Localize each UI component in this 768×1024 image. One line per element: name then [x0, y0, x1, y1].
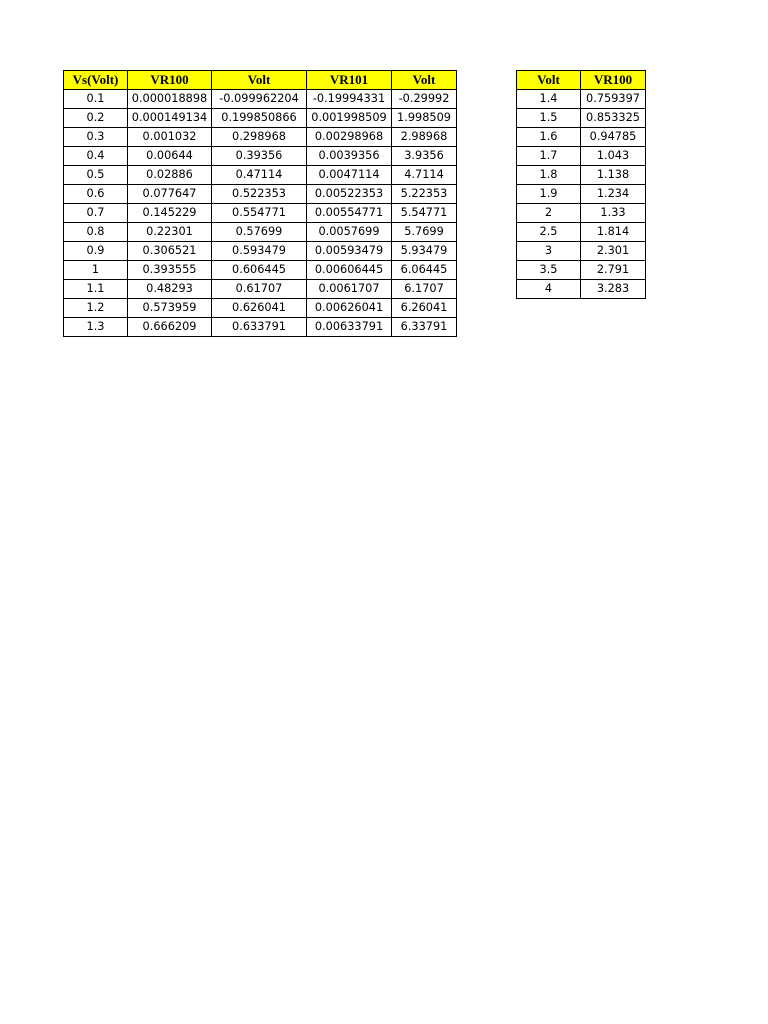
table-cell: -0.19994331 [307, 90, 392, 109]
table-cell: 1.33 [581, 204, 646, 223]
table-cell: 0.626041 [212, 299, 307, 318]
table-cell: 1.138 [581, 166, 646, 185]
table-row [517, 204, 646, 223]
table-cell: 3.9356 [392, 147, 457, 166]
table-cell: 5.54771 [392, 204, 457, 223]
header-cell: VR101 [307, 71, 392, 90]
table-cell: 0.61707 [212, 280, 307, 299]
table-cell: 0.00633791 [307, 318, 392, 337]
table-cell: 0.3 [64, 128, 128, 147]
table-cell: 2.98968 [392, 128, 457, 147]
table-cell: 0.00626041 [307, 299, 392, 318]
table-cell: 0.00298968 [307, 128, 392, 147]
table-cell: 1.1 [64, 280, 128, 299]
table-cell: 0.39356 [212, 147, 307, 166]
table-cell: 0.00593479 [307, 242, 392, 261]
table-cell: 0.0047114 [307, 166, 392, 185]
table-cell: 0.94785 [581, 128, 646, 147]
table-cell: 0.6 [64, 185, 128, 204]
table-cell: 1.998509 [392, 109, 457, 128]
header-cell: Volt [517, 71, 581, 90]
table-cell: 5.93479 [392, 242, 457, 261]
table-row [64, 166, 457, 185]
table-cell: 0.8 [64, 223, 128, 242]
table-cell: 1.9 [517, 185, 581, 204]
table-cell: 0.000018898 [128, 90, 212, 109]
table-cell: 0.001032 [128, 128, 212, 147]
table-cell: 1 [64, 261, 128, 280]
table-cell: 1.3 [64, 318, 128, 337]
table-cell: 0.48293 [128, 280, 212, 299]
table-row [64, 90, 457, 109]
table-row [64, 299, 457, 318]
table-cell: 3 [517, 242, 581, 261]
table-cell: 2 [517, 204, 581, 223]
table-cell: 0.199850866 [212, 109, 307, 128]
table-cell: 1.5 [517, 109, 581, 128]
table-row [517, 90, 646, 109]
header-cell: Volt [392, 71, 457, 90]
table-cell: 1.6 [517, 128, 581, 147]
table-cell: 0.145229 [128, 204, 212, 223]
table-row [64, 223, 457, 242]
table-cell: 1.234 [581, 185, 646, 204]
table-cell: 0.000149134 [128, 109, 212, 128]
table-row [517, 166, 646, 185]
side-data-table [516, 70, 646, 299]
table-cell: 0.522353 [212, 185, 307, 204]
table-row [517, 223, 646, 242]
table-cell: 2.5 [517, 223, 581, 242]
table-row [64, 261, 457, 280]
table-cell: 0.666209 [128, 318, 212, 337]
table-row [64, 147, 457, 166]
header-cell: Vs(Volt) [64, 71, 128, 90]
table-cell: 2.791 [581, 261, 646, 280]
table-row [517, 261, 646, 280]
table-row [517, 185, 646, 204]
table-cell: 0.306521 [128, 242, 212, 261]
table-cell: -0.29992 [392, 90, 457, 109]
table-row [64, 109, 457, 128]
table-cell: 0.393555 [128, 261, 212, 280]
table-cell: 6.06445 [392, 261, 457, 280]
side-table-body [517, 90, 646, 299]
table-cell: 5.7699 [392, 223, 457, 242]
table-cell: 3.283 [581, 280, 646, 299]
table-row [64, 204, 457, 223]
header-cell: VR100 [128, 71, 212, 90]
table-cell: 4 [517, 280, 581, 299]
table-cell: 0.0039356 [307, 147, 392, 166]
table-row [517, 242, 646, 261]
main-table-body [64, 90, 457, 337]
table-cell: 0.298968 [212, 128, 307, 147]
table-row [517, 147, 646, 166]
table-cell: 0.57699 [212, 223, 307, 242]
table-cell: 0.00644 [128, 147, 212, 166]
table-row [517, 128, 646, 147]
table-row [64, 185, 457, 204]
header-cell: VR100 [581, 71, 646, 90]
table-cell: 0.1 [64, 90, 128, 109]
table-cell: 1.7 [517, 147, 581, 166]
table-cell: 0.2 [64, 109, 128, 128]
table-cell: 0.7 [64, 204, 128, 223]
table-cell: 0.554771 [212, 204, 307, 223]
table-cell: 0.00606445 [307, 261, 392, 280]
table-cell: 0.22301 [128, 223, 212, 242]
table-cell: 6.1707 [392, 280, 457, 299]
table-cell: -0.099962204 [212, 90, 307, 109]
table-row [64, 280, 457, 299]
header-cell: Volt [212, 71, 307, 90]
table-cell: 1.8 [517, 166, 581, 185]
table-row [517, 280, 646, 299]
table-row [64, 242, 457, 261]
main-data-table [63, 70, 457, 337]
table-cell: 0.606445 [212, 261, 307, 280]
table-cell: 5.22353 [392, 185, 457, 204]
header-row [64, 71, 457, 90]
table-row [64, 318, 457, 337]
table-row [64, 128, 457, 147]
table-cell: 0.001998509 [307, 109, 392, 128]
table-cell: 0.02886 [128, 166, 212, 185]
header-row [517, 71, 646, 90]
table-cell: 0.4 [64, 147, 128, 166]
table-cell: 1.2 [64, 299, 128, 318]
table-cell: 0.759397 [581, 90, 646, 109]
table-cell: 6.33791 [392, 318, 457, 337]
table-cell: 4.7114 [392, 166, 457, 185]
table-cell: 1.4 [517, 90, 581, 109]
table-cell: 0.077647 [128, 185, 212, 204]
table-cell: 3.5 [517, 261, 581, 280]
table-row [517, 109, 646, 128]
table-cell: 0.633791 [212, 318, 307, 337]
table-cell: 1.814 [581, 223, 646, 242]
table-cell: 1.043 [581, 147, 646, 166]
table-cell: 0.9 [64, 242, 128, 261]
table-cell: 0.00554771 [307, 204, 392, 223]
table-cell: 0.853325 [581, 109, 646, 128]
table-cell: 0.47114 [212, 166, 307, 185]
table-cell: 0.0061707 [307, 280, 392, 299]
table-cell: 0.573959 [128, 299, 212, 318]
table-cell: 0.0057699 [307, 223, 392, 242]
table-cell: 0.593479 [212, 242, 307, 261]
table-cell: 0.00522353 [307, 185, 392, 204]
table-cell: 0.5 [64, 166, 128, 185]
table-cell: 6.26041 [392, 299, 457, 318]
table-cell: 2.301 [581, 242, 646, 261]
